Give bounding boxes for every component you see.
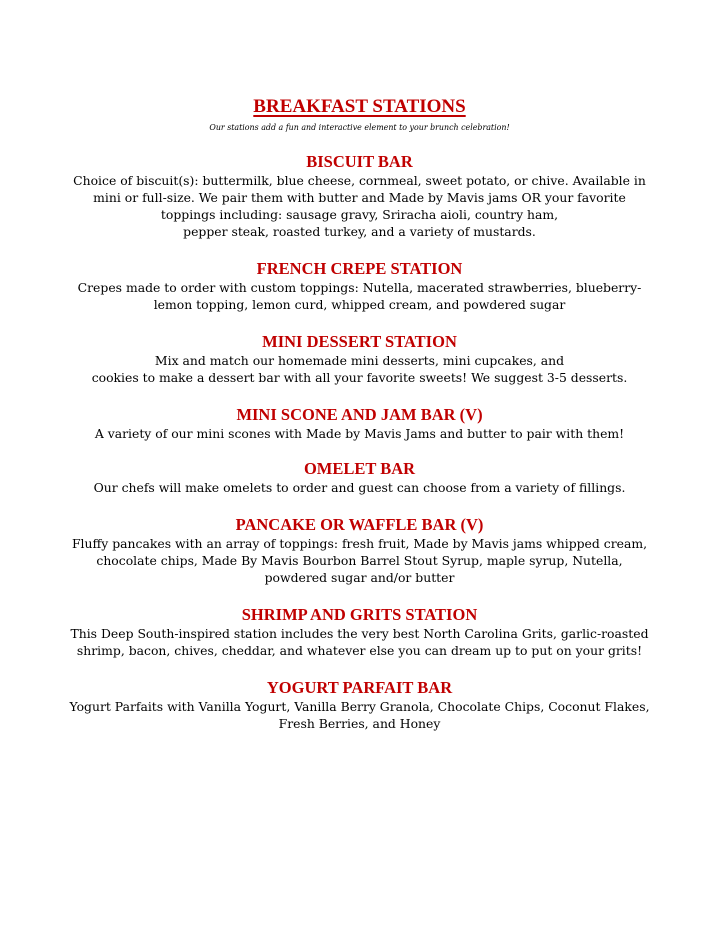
section-yogurt-parfait-bar xyxy=(0,678,719,732)
page-title: BREAKFAST STATIONS xyxy=(253,96,466,117)
section-line: lemon topping, lemon curd, whipped cream, and powdered sugar xyxy=(153,297,566,312)
section-line: Yogurt Parfaits with Vanilla Yogurt, Vanilla Berry Granola, Chocolate Chips, Coconut Flakes, xyxy=(69,699,650,714)
section-biscuit-bar xyxy=(0,152,719,240)
section-line: Fresh Berries, and Honey xyxy=(278,716,441,731)
section-heading: PANCAKE OR WAFFLE BAR (V) xyxy=(235,515,484,534)
section-line: Fluffy pancakes with an array of toppings: fresh fruit, Made by Mavis jams whipped cream, xyxy=(71,536,648,551)
section-line: A variety of our mini scones with Made by Mavis Jams and butter to pair with them! xyxy=(94,426,625,441)
section-line: pepper steak, roasted turkey, and a variety of mustards. xyxy=(183,224,536,239)
section-heading: MINI SCONE AND JAM BAR (V) xyxy=(236,405,483,424)
section-omelet-bar xyxy=(0,459,719,496)
section-line: Our chefs will make omelets to order and guest can choose from a variety of fillings. xyxy=(93,480,626,495)
section-heading: OMELET BAR xyxy=(303,459,416,478)
section-line: Choice of biscuit(s): buttermilk, blue cheese, cornmeal, sweet potato, or chive. Available in xyxy=(73,173,646,188)
section-heading: FRENCH CREPE STATION xyxy=(256,259,463,278)
section-heading: MINI DESSERT STATION xyxy=(262,332,457,351)
section-shrimp-and-grits-station xyxy=(0,605,719,659)
section-line: Crepes made to order with custom toppings: Nutella, macerated strawberries, blueberry- xyxy=(77,280,642,295)
section-line: mini or full-size. We pair them with butter and Made by Mavis jams OR your favorite xyxy=(93,190,626,205)
section-line: This Deep South-inspired station includes the very best North Carolina Grits, garlic-roasted xyxy=(70,626,649,641)
section-heading: YOGURT PARFAIT BAR xyxy=(266,678,453,697)
page-subtitle: Our stations add a fun and interactive element to your brunch celebration! xyxy=(209,123,510,132)
section-pancake-or-waffle-bar xyxy=(0,515,719,586)
section-line: shrimp, bacon, chives, cheddar, and whatever else you can dream up to put on your grits! xyxy=(76,643,643,658)
section-heading: BISCUIT BAR xyxy=(306,152,413,171)
section-heading: SHRIMP AND GRITS STATION xyxy=(241,605,478,624)
section-french-crepe-station xyxy=(0,259,719,313)
section-line: Mix and match our homemade mini desserts, mini cupcakes, and xyxy=(154,353,565,368)
section-line: toppings including: sausage gravy, Sriracha aioli, country ham, xyxy=(160,207,559,222)
section-line: powdered sugar and/or butter xyxy=(264,570,455,585)
section-line: chocolate chips, Made By Mavis Bourbon Barrel Stout Syrup, maple syrup, Nutella, xyxy=(96,553,623,568)
section-mini-dessert-station xyxy=(0,332,719,386)
section-mini-scone-and-jam-bar xyxy=(0,405,719,442)
section-line: cookies to make a dessert bar with all your favorite sweets! We suggest 3-5 desserts. xyxy=(91,370,628,385)
